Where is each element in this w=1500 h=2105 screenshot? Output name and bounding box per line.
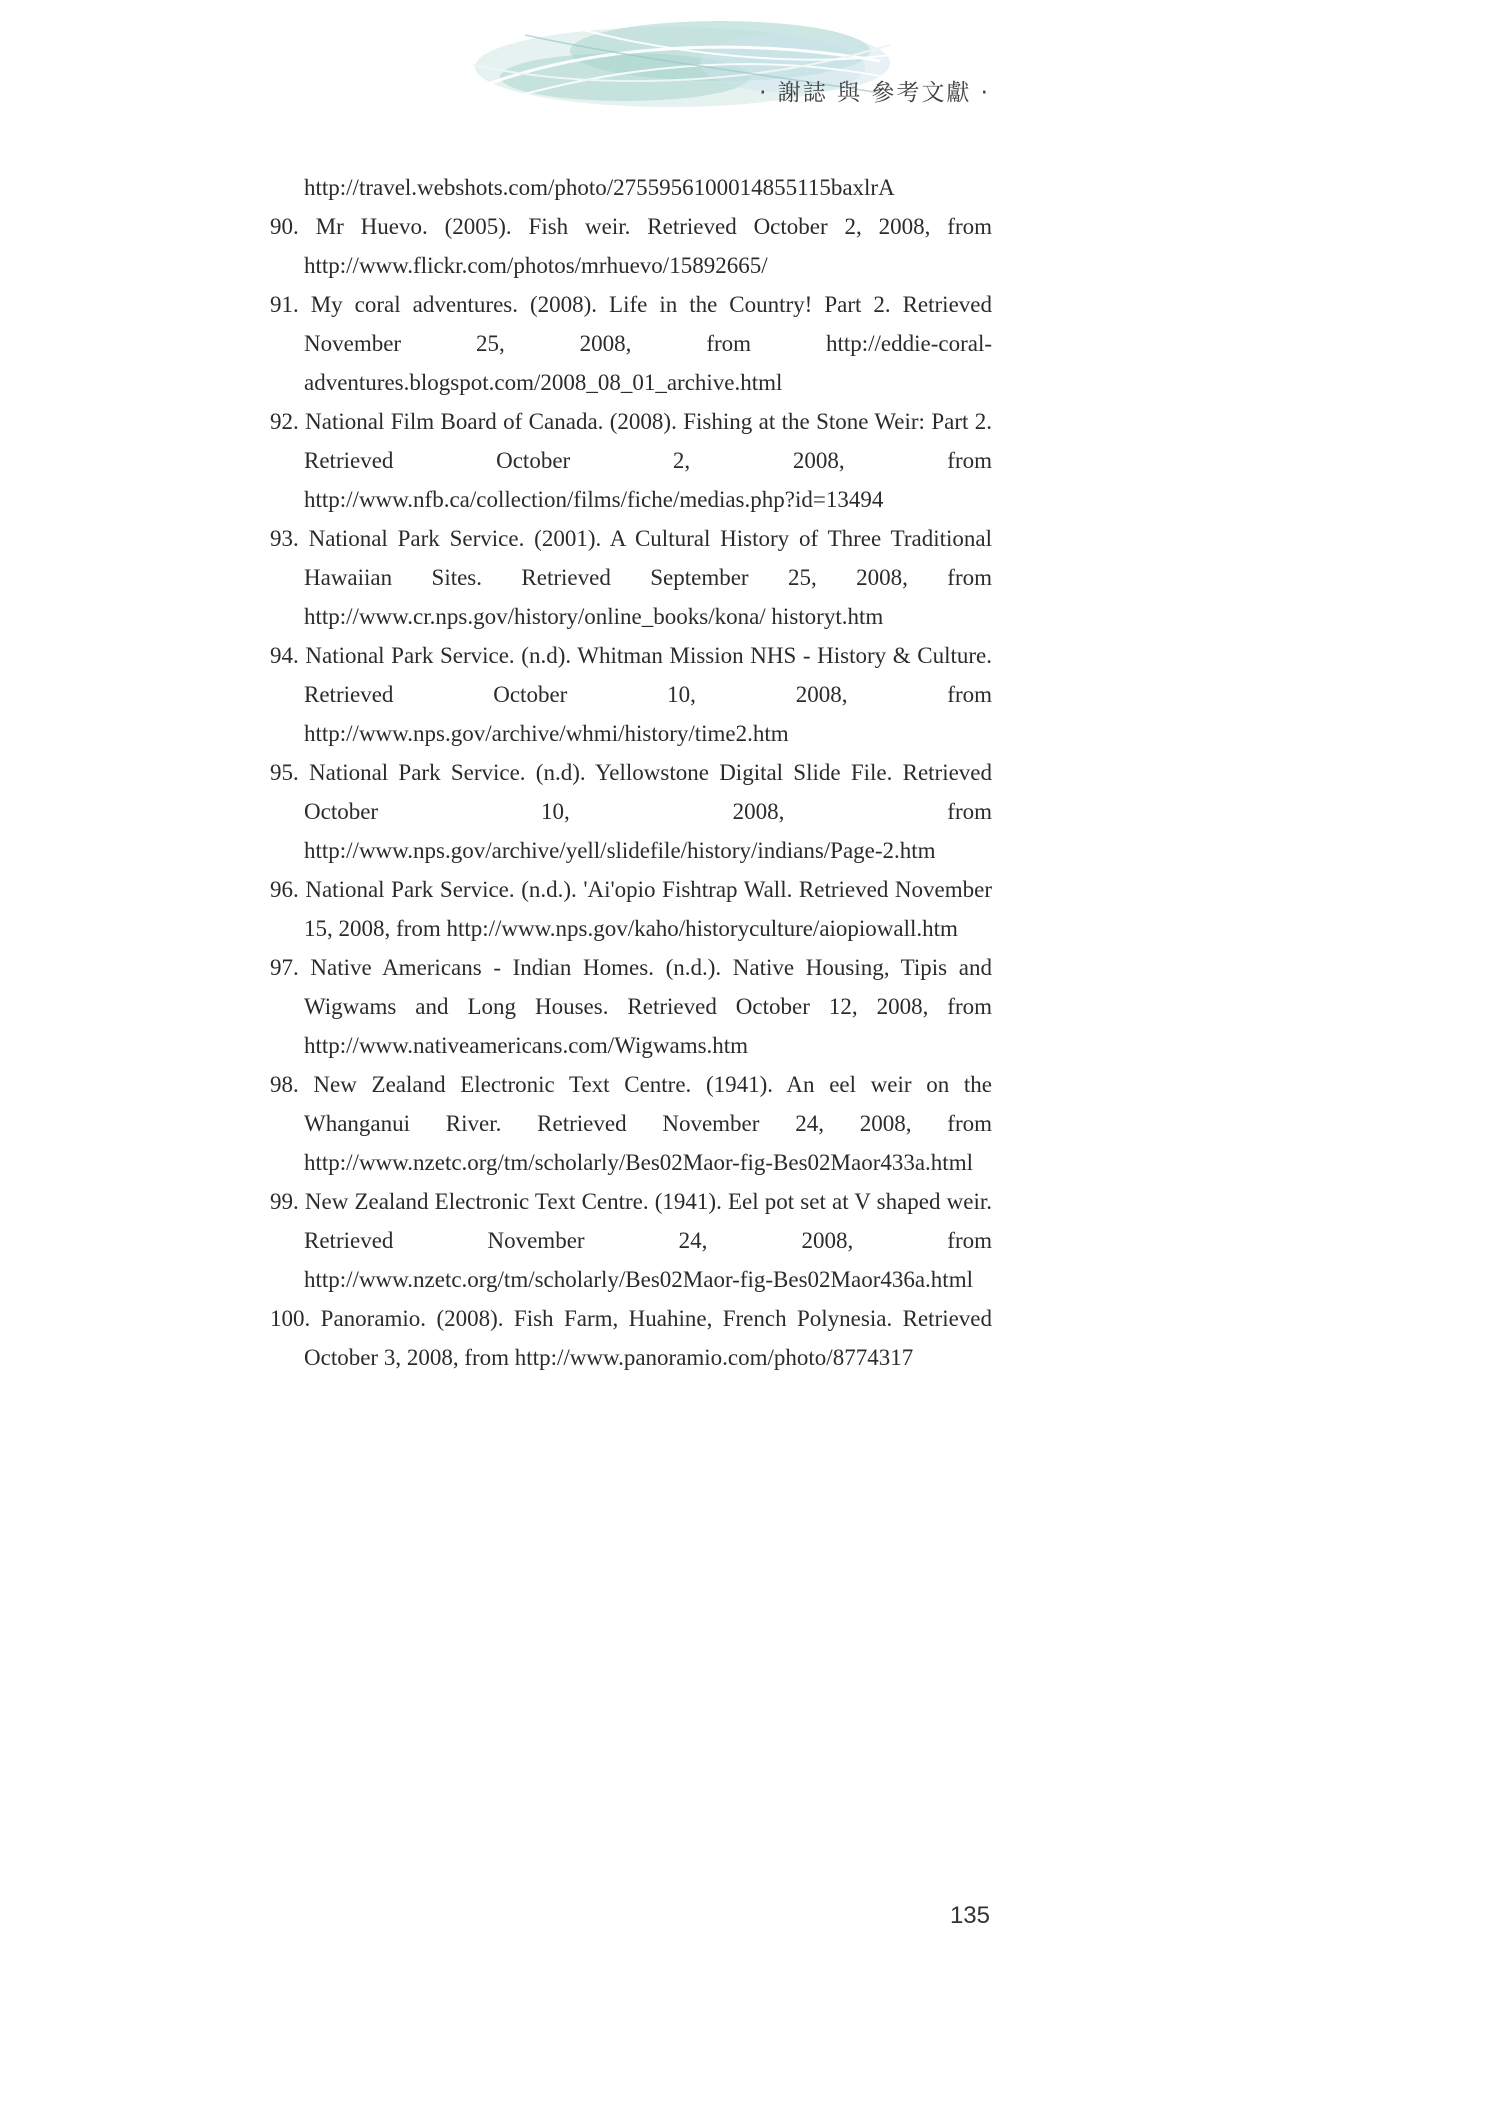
reference-text: New Zealand Electronic Text Centre. (1941). Eel pot set at V shaped weir. Retrieved November 24, 2008, from http://www.nzetc.org/tm/scholarly/Bes02Maor-fig-Bes02Maor436a.html	[304, 1189, 992, 1292]
reference-text: National Park Service. (2001). A Cultural History of Three Traditional Hawaiian Sites. Retrieved September 25, 2008, from http://www.cr.nps.gov/history/online_books/kona/ historyt.htm	[304, 526, 992, 629]
references-list	[270, 168, 992, 1377]
reference-text: Mr Huevo. (2005). Fish weir. Retrieved October 2, 2008, from http://www.flickr.com/photos/mrhuevo/15892665/	[304, 214, 993, 278]
reference-item	[270, 948, 992, 1065]
page-number: 135	[949, 1902, 990, 1929]
reference-item	[270, 636, 992, 753]
reference-number: 91.	[270, 292, 299, 317]
reference-text: Native Americans - Indian Homes. (n.d.). Native Housing, Tipis and Wigwams and Long Houses. Retrieved October 12, 2008, from http://www.nativeamericans.com/Wigwams.htm	[304, 955, 992, 1058]
reference-continuation: http://travel.webshots.com/photo/2755956100014855115baxlrA	[304, 175, 895, 200]
reference-number: 97.	[270, 955, 299, 980]
reference-item	[270, 519, 992, 636]
reference-number: 90.	[270, 214, 299, 239]
reference-item	[270, 870, 992, 948]
reference-item	[270, 1299, 992, 1377]
reference-number: 96.	[270, 877, 299, 902]
reference-item	[270, 402, 992, 519]
reference-number: 100.	[270, 1306, 311, 1331]
reference-text: National Park Service. (n.d). Yellowstone Digital Slide File. Retrieved October 10, 2008, from http://www.nps.gov/archive/yell/slidefile/history/indians/Page-2.htm	[304, 760, 993, 863]
reference-number: 95.	[270, 760, 299, 785]
reference-number: 93.	[270, 526, 299, 551]
reference-item	[270, 285, 992, 402]
reference-item	[270, 1182, 992, 1299]
reference-item	[270, 207, 992, 285]
reference-text: New Zealand Electronic Text Centre. (1941). An eel weir on the Whanganui River. Retrieved November 24, 2008, from http://www.nzetc.org/tm/scholarly/Bes02Maor-fig-Bes02Maor433a.html	[304, 1072, 992, 1175]
reference-text: National Film Board of Canada. (2008). Fishing at the Stone Weir: Part 2. Retrieved October 2, 2008, from http://www.nfb.ca/collection/films/fiche/medias.php?id=13494	[304, 409, 993, 512]
reference-item	[270, 753, 992, 870]
reference-text: My coral adventures. (2008). Life in the Country! Part 2. Retrieved November 25, 2008, from http://eddie-coral-adventures.blogspot.com/2008_08_01_archive.html	[304, 292, 992, 395]
reference-text: National Park Service. (n.d). Whitman Mission NHS - History & Culture. Retrieved October 10, 2008, from http://www.nps.gov/archive/whmi/history/time2.htm	[304, 643, 993, 746]
reference-text: National Park Service. (n.d.). 'Ai'opio Fishtrap Wall. Retrieved November 15, 2008, from http://www.nps.gov/kaho/historyculture/aiopiowall.htm	[304, 877, 993, 941]
reference-item	[270, 1065, 992, 1182]
reference-number: 99.	[270, 1189, 299, 1214]
reference-text: Panoramio. (2008). Fish Farm, Huahine, French Polynesia. Retrieved October 3, 2008, from http://www.panoramio.com/photo/8774317	[304, 1306, 993, 1370]
reference-number: 98.	[270, 1072, 299, 1097]
reference-number: 92.	[270, 409, 299, 434]
section-header-title: · 謝誌 與 參考文獻 ·	[759, 80, 990, 106]
reference-number: 94.	[270, 643, 299, 668]
